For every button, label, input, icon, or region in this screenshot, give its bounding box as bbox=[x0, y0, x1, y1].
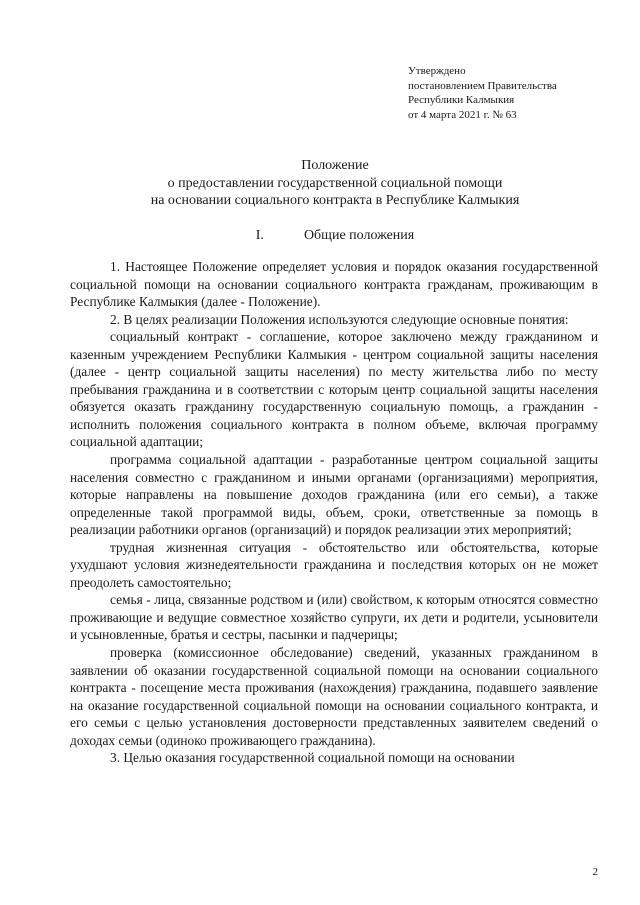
section-number: I. bbox=[255, 228, 264, 243]
approval-line-3: Республики Калмыкия bbox=[408, 94, 515, 106]
definition-family: семья - лица, связанные родством и (или) свойством, к которым относятся совместно проживающие и ведущие совместное хозяйство супруги, их дети и родители, усыновители и усыновленные, братья и сестры, пасынки и падчерицы; bbox=[70, 592, 598, 643]
approval-stamp bbox=[408, 64, 557, 122]
definition-difficult-situation: трудная жизненная ситуация - обстоятельство или обстоятельства, которые ухудшают условия жизнедеятельности гражданина и последствия которых он не может преодолеть самостоятельно; bbox=[70, 539, 598, 590]
paragraph-3: 3. Целью оказания государственной социальной помощи на основании bbox=[110, 750, 515, 766]
section-heading bbox=[60, 228, 610, 244]
section-title: Общие положения bbox=[303, 228, 415, 243]
definition-adaptation-program: программа социальной адаптации - разработанные центром социальной защиты населения совместно с гражданином и иными органами (организациями) мероприятия, которые направлены на повышение доходов гражданина (или его семьи), а также определенные такой программой виды, объем, сроки, ответственные за помощь в реализации работники органов (организаций) и порядок реализации этих мероприятий; bbox=[70, 452, 598, 538]
page-number: 2 bbox=[592, 866, 598, 878]
approval-line-2: постановлением Правительства bbox=[408, 79, 557, 92]
title-line-2: о предоставлении государственной социальной помощи bbox=[167, 175, 503, 191]
document-title bbox=[60, 157, 610, 210]
definition-verification: проверка (комиссионное обследование) сведений, указанных гражданином в заявлении об оказании государственной социальной помощи на основании социального контракта - посещение места проживания (нахождения) гражданина, подавшего заявление на оказание государственной социальной помощи на основании социального контракта, и его семьи с целью установления достоверности представленных заявителем сведений о доходах семьи (одиноко проживающего гражданина). bbox=[70, 645, 598, 748]
title-line-3: на основании социального контракта в Республике Калмыкия bbox=[150, 193, 520, 208]
paragraph-1: 1. Настоящее Положение определяет условия и порядок оказания государственной социальной помощи на основании социального контракта гражданам, проживающим в Республике Калмыкия (далее - Положение). bbox=[70, 259, 598, 310]
title-line-1: Положение bbox=[301, 158, 369, 173]
approval-line-1: Утверждено bbox=[408, 65, 466, 77]
document-body bbox=[70, 258, 598, 767]
approval-line-4: от 4 марта 2021 г. № 63 bbox=[408, 108, 517, 121]
definition-social-contract: социальный контракт - соглашение, которое заключено между гражданином и казенным учреждением Республики Калмыкия - центром социальной защиты населения (далее - центр социальной защиты населения) по месту жительства либо по месту пребывания гражданина и в соответствии с которым центр социальной защиты населения обязуется оказать гражданину государственную социальную помощь, а гражданин - исполнить положения социального контракта в полном объеме, включая программу социальной адаптации; bbox=[70, 329, 598, 450]
paragraph-2: 2. В целях реализации Положения используются следующие основные понятия: bbox=[110, 311, 569, 327]
